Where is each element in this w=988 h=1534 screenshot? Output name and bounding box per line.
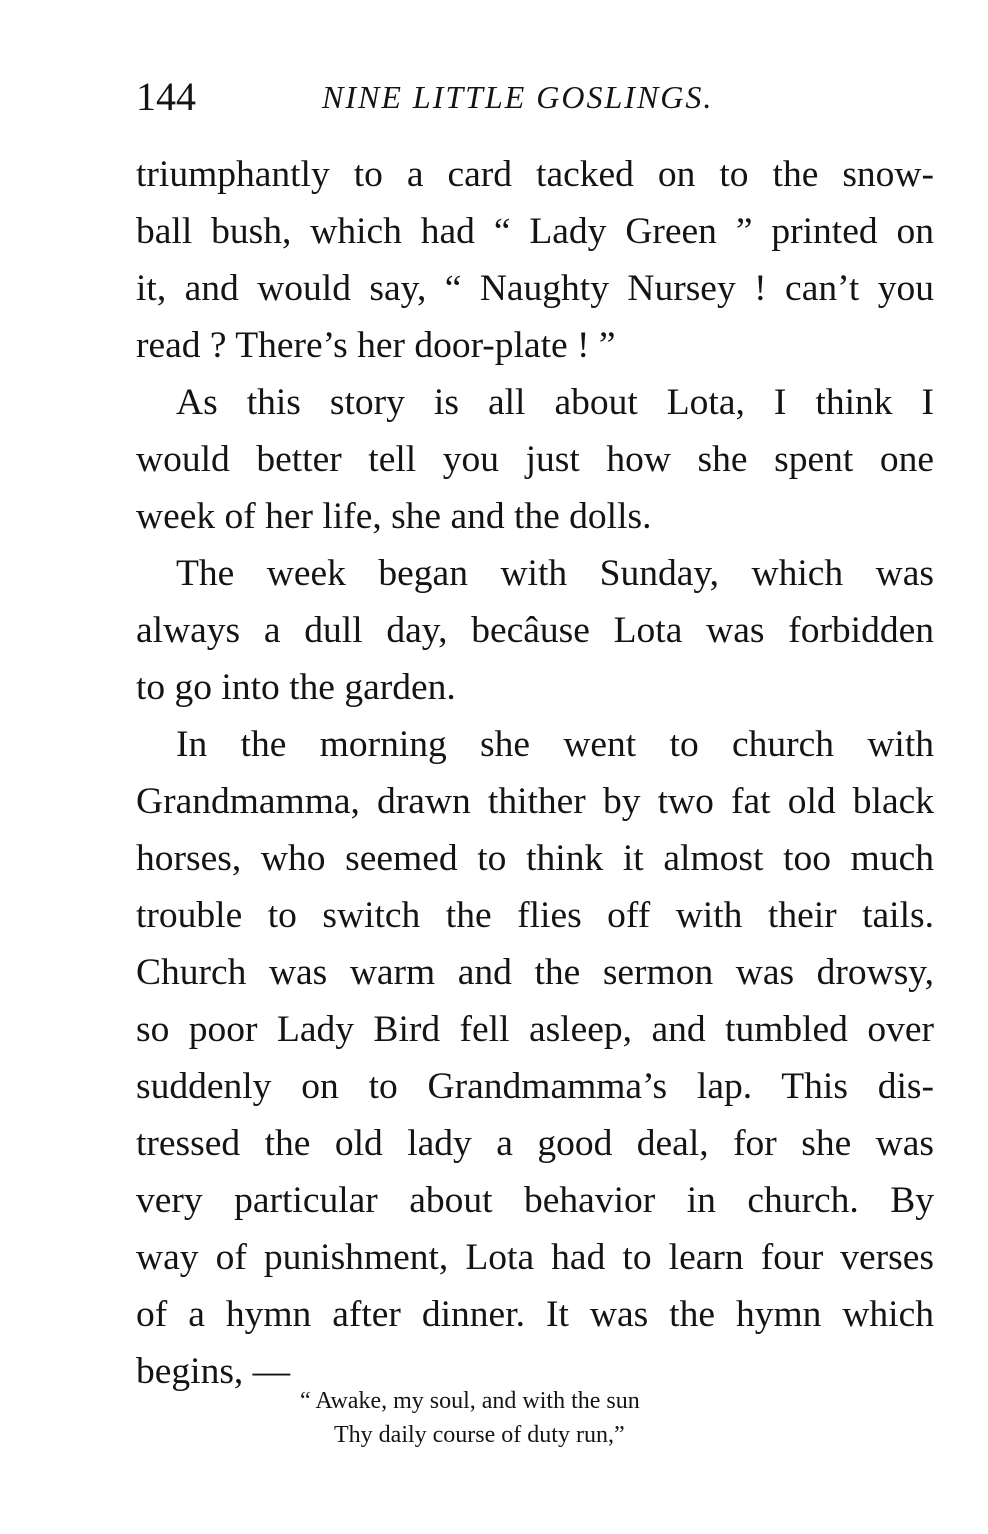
hymn-line: Thy daily course of duty run,” <box>334 1422 625 1448</box>
text-line: so poor Lady Bird fell asleep, and tumbled over <box>136 1009 934 1050</box>
text-line: to go into the garden. <box>136 667 456 708</box>
text-line: way of punishment, Lota had to learn four verses <box>136 1237 934 1278</box>
text-line: it, and would say, “ Naughty Nursey ! can’t you <box>136 268 934 309</box>
text-line: Grandmamma, drawn thither by two fat old black <box>136 781 934 822</box>
page-number: 144 <box>136 74 196 119</box>
text-line: Church was warm and the sermon was drowsy, <box>136 952 934 993</box>
text-line: tressed the old lady a good deal, for she was <box>136 1123 934 1164</box>
text-line: ball bush, which had “ Lady Green ” printed on <box>136 211 934 252</box>
text-line: always a dull day, becâuse Lota was forbidden <box>136 610 934 651</box>
body-text <box>136 146 934 1400</box>
text-line: suddenly on to Grandmamma’s lap. This dis- <box>136 1066 934 1107</box>
text-line: very particular about behavior in church. By <box>136 1180 934 1221</box>
text-line: The week began with Sunday, which was <box>176 553 934 594</box>
text-line: In the morning she went to church with <box>176 724 934 765</box>
hymn-quote <box>300 1384 640 1452</box>
hymn-line: “ Awake, my soul, and with the sun <box>300 1388 640 1414</box>
text-line: As this story is all about Lota, I think I <box>176 382 934 423</box>
text-line: week of her life, she and the dolls. <box>136 496 652 537</box>
text-line: triumphantly to a card tacked on to the snow- <box>136 154 934 195</box>
text-line: begins, — <box>136 1351 291 1392</box>
text-line: trouble to switch the flies off with their tails. <box>136 895 934 936</box>
text-line: horses, who seemed to think it almost too much <box>136 838 934 879</box>
text-line: would better tell you just how she spent one <box>136 439 934 480</box>
page-header <box>136 72 936 122</box>
running-title: NINE LITTLE GOSLINGS. <box>322 79 714 115</box>
text-line: of a hymn after dinner. It was the hymn which <box>136 1294 934 1335</box>
text-line: read ? There’s her door-plate ! ” <box>136 325 616 366</box>
